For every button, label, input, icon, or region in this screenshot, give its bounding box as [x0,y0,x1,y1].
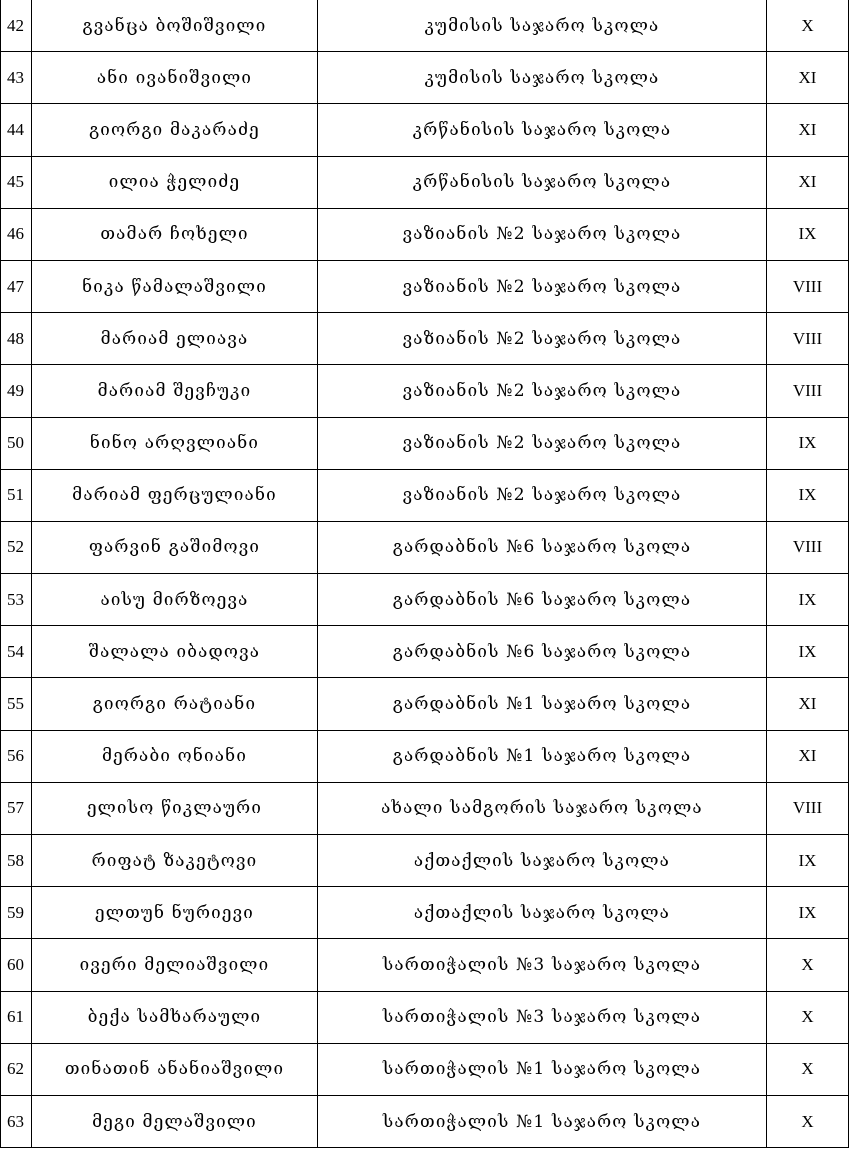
school-name: აქთაქლის საჯარო სკოლა [318,835,767,887]
student-name: ივერი მელიაშვილი [32,939,318,991]
student-name: გიორგი მაკარაძე [32,104,318,156]
student-name: ილია ჭელიძე [32,156,318,208]
student-name: აისუ მირზოევა [32,574,318,626]
school-name: კუმისის საჯარო სკოლა [318,52,767,104]
table-row [1,991,849,1043]
grade: IX [767,626,849,678]
student-name: ფარვინ გაშიმოვი [32,521,318,573]
grade: VIII [767,521,849,573]
table-row [1,0,849,52]
row-number: 61 [1,991,32,1043]
student-name: ელისო წიკლაური [32,782,318,834]
student-name: გვანცა ბოშიშვილი [32,0,318,52]
row-number: 47 [1,260,32,312]
school-name: აქთაქლის საჯარო სკოლა [318,887,767,939]
school-name: ვაზიანის №2 საჯარო სკოლა [318,365,767,417]
grade: IX [767,469,849,521]
grade: XI [767,730,849,782]
student-name: მეგი მელაშვილი [32,1095,318,1147]
grade: IX [767,887,849,939]
school-name: კრწანისის საჯარო სკოლა [318,104,767,156]
table-row [1,1095,849,1147]
student-name: ბექა სამხარაული [32,991,318,1043]
table-row [1,521,849,573]
table-row [1,52,849,104]
school-name: სართიჭალის №1 საჯარო სკოლა [318,1095,767,1147]
table-row [1,574,849,626]
row-number: 57 [1,782,32,834]
school-name: სართიჭალის №1 საჯარო სკოლა [318,1043,767,1095]
school-name: ვაზიანის №2 საჯარო სკოლა [318,313,767,365]
table-row [1,835,849,887]
student-name: მარიამ ფერცულიანი [32,469,318,521]
row-number: 46 [1,208,32,260]
row-number: 62 [1,1043,32,1095]
school-name: გარდაბნის №1 საჯარო სკოლა [318,730,767,782]
grade: IX [767,574,849,626]
row-number: 44 [1,104,32,156]
student-name: თამარ ჩოხელი [32,208,318,260]
table-row [1,104,849,156]
row-number: 43 [1,52,32,104]
grade: VIII [767,260,849,312]
school-name: ახალი სამგორის საჯარო სკოლა [318,782,767,834]
row-number: 54 [1,626,32,678]
row-number: 58 [1,835,32,887]
row-number: 60 [1,939,32,991]
row-number: 56 [1,730,32,782]
row-number: 42 [1,0,32,52]
student-name: შალალა იბადოვა [32,626,318,678]
table-row [1,730,849,782]
grade: VIII [767,365,849,417]
table-row [1,782,849,834]
table-row [1,939,849,991]
grade: IX [767,835,849,887]
student-name: ნინო არღვლიანი [32,417,318,469]
table-row [1,678,849,730]
row-number: 55 [1,678,32,730]
table-row [1,208,849,260]
grade: X [767,0,849,52]
row-number: 63 [1,1095,32,1147]
row-number: 59 [1,887,32,939]
school-name: სართიჭალის №3 საჯარო სკოლა [318,939,767,991]
row-number: 51 [1,469,32,521]
student-name: გიორგი რატიანი [32,678,318,730]
table-row [1,1043,849,1095]
school-name: გარდაბნის №1 საჯარო სკოლა [318,678,767,730]
grade: X [767,1095,849,1147]
school-name: კუმისის საჯარო სკოლა [318,0,767,52]
school-name: გარდაბნის №6 საჯარო სკოლა [318,626,767,678]
grade: IX [767,208,849,260]
school-name: ვაზიანის №2 საჯარო სკოლა [318,469,767,521]
student-name: ანი ივანიშვილი [32,52,318,104]
grade: XI [767,678,849,730]
table-row [1,887,849,939]
school-name: ვაზიანის №2 საჯარო სკოლა [318,260,767,312]
grade: X [767,1043,849,1095]
student-name: ელთუნ ნურიევი [32,887,318,939]
school-name: გარდაბნის №6 საჯარო სკოლა [318,521,767,573]
table-row [1,260,849,312]
grade: VIII [767,782,849,834]
table-row [1,365,849,417]
grade: IX [767,417,849,469]
school-name: ვაზიანის №2 საჯარო სკოლა [318,208,767,260]
table-row [1,626,849,678]
school-name: კრწანისის საჯარო სკოლა [318,156,767,208]
row-number: 53 [1,574,32,626]
grade: XI [767,104,849,156]
participants-table-body [1,0,849,1148]
student-name: თინათინ ანანიაშვილი [32,1043,318,1095]
table-row [1,313,849,365]
school-name: ვაზიანის №2 საჯარო სკოლა [318,417,767,469]
row-number: 48 [1,313,32,365]
row-number: 49 [1,365,32,417]
school-name: გარდაბნის №6 საჯარო სკოლა [318,574,767,626]
table-row [1,417,849,469]
table-row [1,469,849,521]
row-number: 45 [1,156,32,208]
grade: X [767,991,849,1043]
table-row [1,156,849,208]
row-number: 52 [1,521,32,573]
student-name: მერაბი ონიანი [32,730,318,782]
row-number: 50 [1,417,32,469]
school-name: სართიჭალის №3 საჯარო სკოლა [318,991,767,1043]
student-name: რიფატ ზაკეტოვი [32,835,318,887]
student-name: მარიამ შევჩუკი [32,365,318,417]
grade: VIII [767,313,849,365]
student-name: მარიამ ელიავა [32,313,318,365]
student-name: ნიკა წამალაშვილი [32,260,318,312]
grade: XI [767,156,849,208]
grade: X [767,939,849,991]
grade: XI [767,52,849,104]
